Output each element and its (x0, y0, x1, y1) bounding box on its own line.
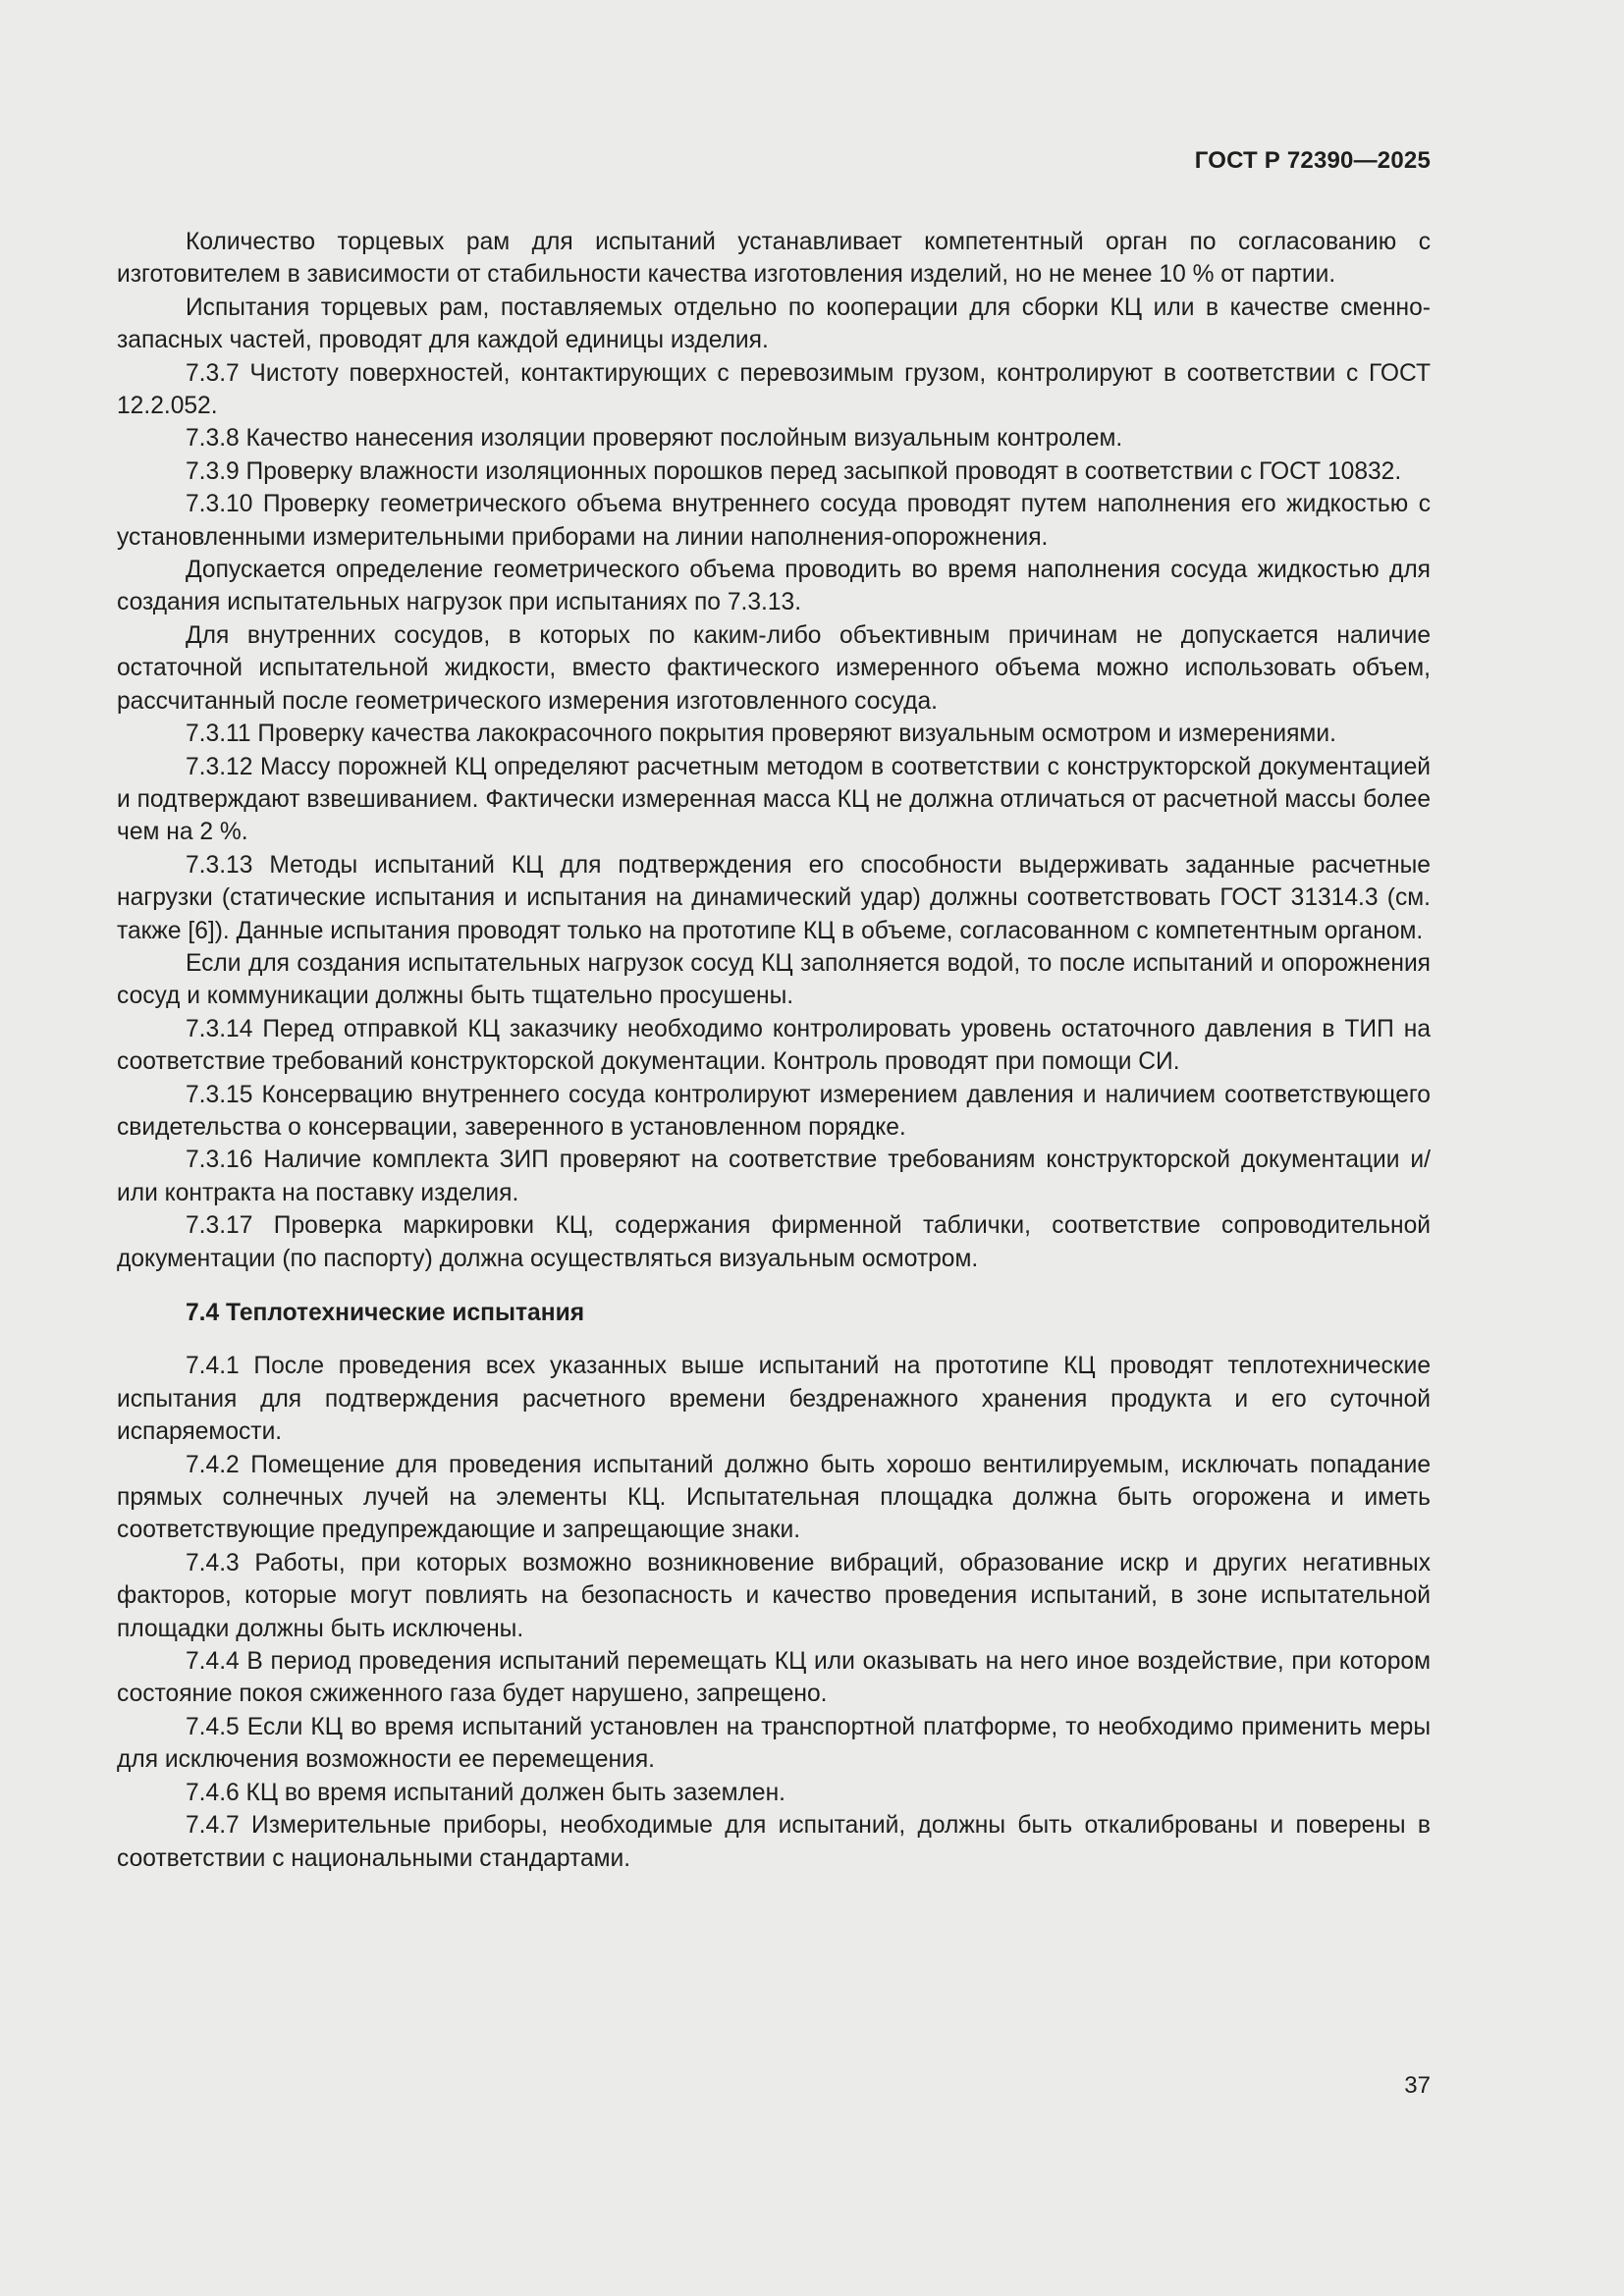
paragraph: 7.3.12 Массу порожней КЦ определяют расчетным методом в соответствии с конструкторской документацией и подтверждают взвешиванием. Фактически измеренная масса КЦ не должна отличаться от расчетной массы более чем на 2 %. (117, 753, 1431, 846)
paragraph: 7.3.10 Проверку геометрического объема внутреннего сосуда проводят путем наполнения его жидкостью с установленными измерительными приборами на линии наполнения-опорожнения. (117, 491, 1431, 551)
paragraph: 7.4.5 Если КЦ во время испытаний установлен на транспортной платформе, то необходимо применить меры для исключения возможности ее перемещения. (117, 1713, 1431, 1774)
paragraph: 7.3.13 Методы испытаний КЦ для подтверждения его способности выдерживать заданные расчетные нагрузки (статические испытания и испытания на динамический удар) должны соответствовать ГОСТ 31314.3 (см. также [6]). Данные испытания проводят только на прототипе КЦ в объеме, согласованном с компетентным органом. (117, 851, 1431, 944)
paragraph: Если для создания испытательных нагрузок сосуд КЦ заполняется водой, то после испытаний и опорожнения сосуд и коммуникации должны быть тщательно просушены. (117, 949, 1431, 1010)
paragraph: 7.4.4 В период проведения испытаний перемещать КЦ или оказывать на него иное воздействие, при котором состояние покоя сжиженного газа будет нарушено, запрещено. (117, 1648, 1431, 1708)
paragraph: 7.3.7 Чистоту поверхностей, контактирующих с перевозимым грузом, контролируют в соответствии с ГОСТ 12.2.052. (117, 359, 1431, 420)
paragraph: Допускается определение геометрического объема проводить во время наполнения сосуда жидкостью для создания испытательных нагрузок при испытаниях по 7.3.13. (117, 557, 1431, 616)
paragraph: 7.4.1 После проведения всех указанных выше испытаний на прототипе КЦ проводят теплотехнические испытания для подтверждения расчетного времени бездренажного хранения продукта и его суточной испаряемости. (117, 1353, 1431, 1446)
paragraph: 7.3.17 Проверка маркировки КЦ, содержания фирменной таблички, соответствие сопроводительной документации (по паспорту) должна осуществляться визуальным осмотром. (117, 1212, 1431, 1272)
section-heading: 7.4 Теплотехнические испытания (186, 1300, 585, 1326)
paragraph: 7.4.6 КЦ во время испытаний должен быть заземлен. (186, 1779, 786, 1806)
paragraph: 7.3.9 Проверку влажности изоляционных порошков перед засыпкой проводят в соответствии с ГОСТ 10832. (186, 457, 1402, 485)
paragraph: 7.4.3 Работы, при которых возможно возникновение вибраций, образование искр и других негативных факторов, которые могут повлиять на безопасность и качество проведения испытаний, в зоне испытательной площадки должны быть исключены. (117, 1549, 1431, 1642)
paragraph: 7.3.16 Наличие комплекта ЗИП проверяют на соответствие требованиям конструкторской документации и/или контракта на поставку изделия. (117, 1147, 1431, 1206)
page-body (117, 226, 1431, 1875)
paragraph: Для внутренних сосудов, в которых по каким-либо объективным причинам не допускается наличие остаточной испытательной жидкости, вместо фактического измеренного объема можно использовать объем, рассчитанный после геометрического измерения изготовленного сосуда. (117, 621, 1431, 715)
paragraph: Количество торцевых рам для испытаний устанавливает компетентный орган по согласованию с изготовителем в зависимости от стабильности качества изготовления изделий, но не менее 10 % от партии. (117, 229, 1431, 289)
document-code-header: ГОСТ Р 72390—2025 (1194, 147, 1431, 174)
paragraph: 7.3.8 Качество нанесения изоляции проверяют послойным визуальным контролем. (186, 425, 1123, 453)
paragraph: 7.4.2 Помещение для проведения испытаний должно быть хорошо вентилируемым, исключать попадание прямых солнечных лучей на элементы КЦ. Испытательная площадка должна быть огорожена и иметь соответствующие предупреждающие и запрещающие знаки. (117, 1451, 1431, 1544)
paragraph: 7.3.14 Перед отправкой КЦ заказчику необходимо контролировать уровень остаточного давления в ТИП на соответствие требований конструкторской документации. Контроль проводят при помощи СИ. (117, 1015, 1431, 1076)
paragraph: 7.3.15 Консервацию внутреннего сосуда контролируют измерением давления и наличием соответствующего свидетельства о консервации, заверенного в установленном порядке. (117, 1081, 1431, 1141)
paragraph: 7.4.7 Измерительные приборы, необходимые для испытаний, должны быть откалиброваны и поверены в соответствии с национальными стандартами. (117, 1812, 1431, 1872)
paragraph: 7.3.11 Проверку качества лакокрасочного покрытия проверяют визуальным осмотром и измерениями. (186, 721, 1336, 748)
paragraph: Испытания торцевых рам, поставляемых отдельно по кооперации для сборки КЦ или в качестве сменно-запасных частей, проводят для каждой единицы изделия. (117, 294, 1431, 354)
page-number: 37 (1404, 2072, 1431, 2099)
